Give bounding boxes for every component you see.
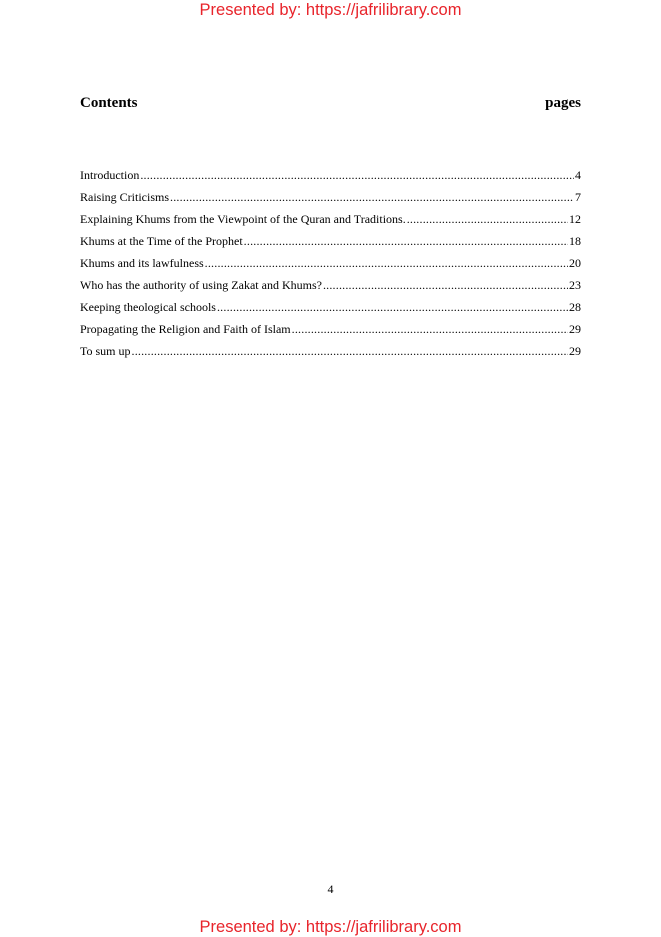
toc-entry-title: Who has the authority of using Zakat and Khums? <box>80 278 322 292</box>
dot-leader <box>170 189 574 205</box>
toc-entry-page: 20 <box>569 256 581 270</box>
toc-entry-title: Keeping theological schools <box>80 300 216 314</box>
toc-entry[interactable] <box>80 233 581 255</box>
toc-entry-page: 18 <box>569 234 581 248</box>
toc-entry-title: Raising Criticisms <box>80 190 170 204</box>
toc-entry-page: 12 <box>569 212 581 226</box>
toc-entry-title: Khums and its lawfulness <box>80 256 204 270</box>
dot-leader <box>292 321 568 337</box>
dot-leader <box>323 277 568 293</box>
dot-leader <box>132 343 569 359</box>
toc-entry[interactable] <box>80 211 581 233</box>
toc-entry-title: Propagating the Religion and Faith of Islam <box>80 322 291 336</box>
toc-entry[interactable] <box>80 299 581 321</box>
toc-entry-title: Khums at the Time of the Prophet <box>80 234 243 248</box>
dot-leader <box>244 233 568 249</box>
toc-entry[interactable] <box>80 255 581 277</box>
contents-heading: Contents <box>80 95 138 111</box>
toc-entry[interactable] <box>80 321 581 343</box>
toc-entry[interactable] <box>80 189 581 211</box>
dot-leader <box>217 299 568 315</box>
watermark-top: Presented by: https://jafrilibrary.com <box>199 1 462 19</box>
dot-leader <box>205 255 568 271</box>
toc-entry[interactable] <box>80 343 581 365</box>
toc-entry-title: Explaining Khums from the Viewpoint of the Quran and Traditions. <box>80 212 406 226</box>
toc-entry-page: 4 <box>575 168 581 182</box>
dot-leader <box>407 211 568 227</box>
toc-entry-page: 23 <box>569 278 581 292</box>
contents-heading-row <box>80 94 581 112</box>
pages-heading: pages <box>545 95 581 111</box>
toc-entry-page: 28 <box>569 300 581 314</box>
watermark-bottom: Presented by: https://jafrilibrary.com <box>199 918 462 936</box>
dot-leader <box>140 167 574 183</box>
toc-entry-page: 7 <box>575 190 581 204</box>
toc-entry[interactable] <box>80 167 581 189</box>
toc-entry-page: 29 <box>569 344 581 358</box>
toc-entry-title: To sum up <box>80 344 131 358</box>
toc-entry-page: 29 <box>569 322 581 336</box>
page-number: 4 <box>327 882 334 896</box>
table-of-contents <box>80 167 581 365</box>
toc-entry[interactable] <box>80 277 581 299</box>
toc-entry-title: Introduction <box>80 168 140 182</box>
